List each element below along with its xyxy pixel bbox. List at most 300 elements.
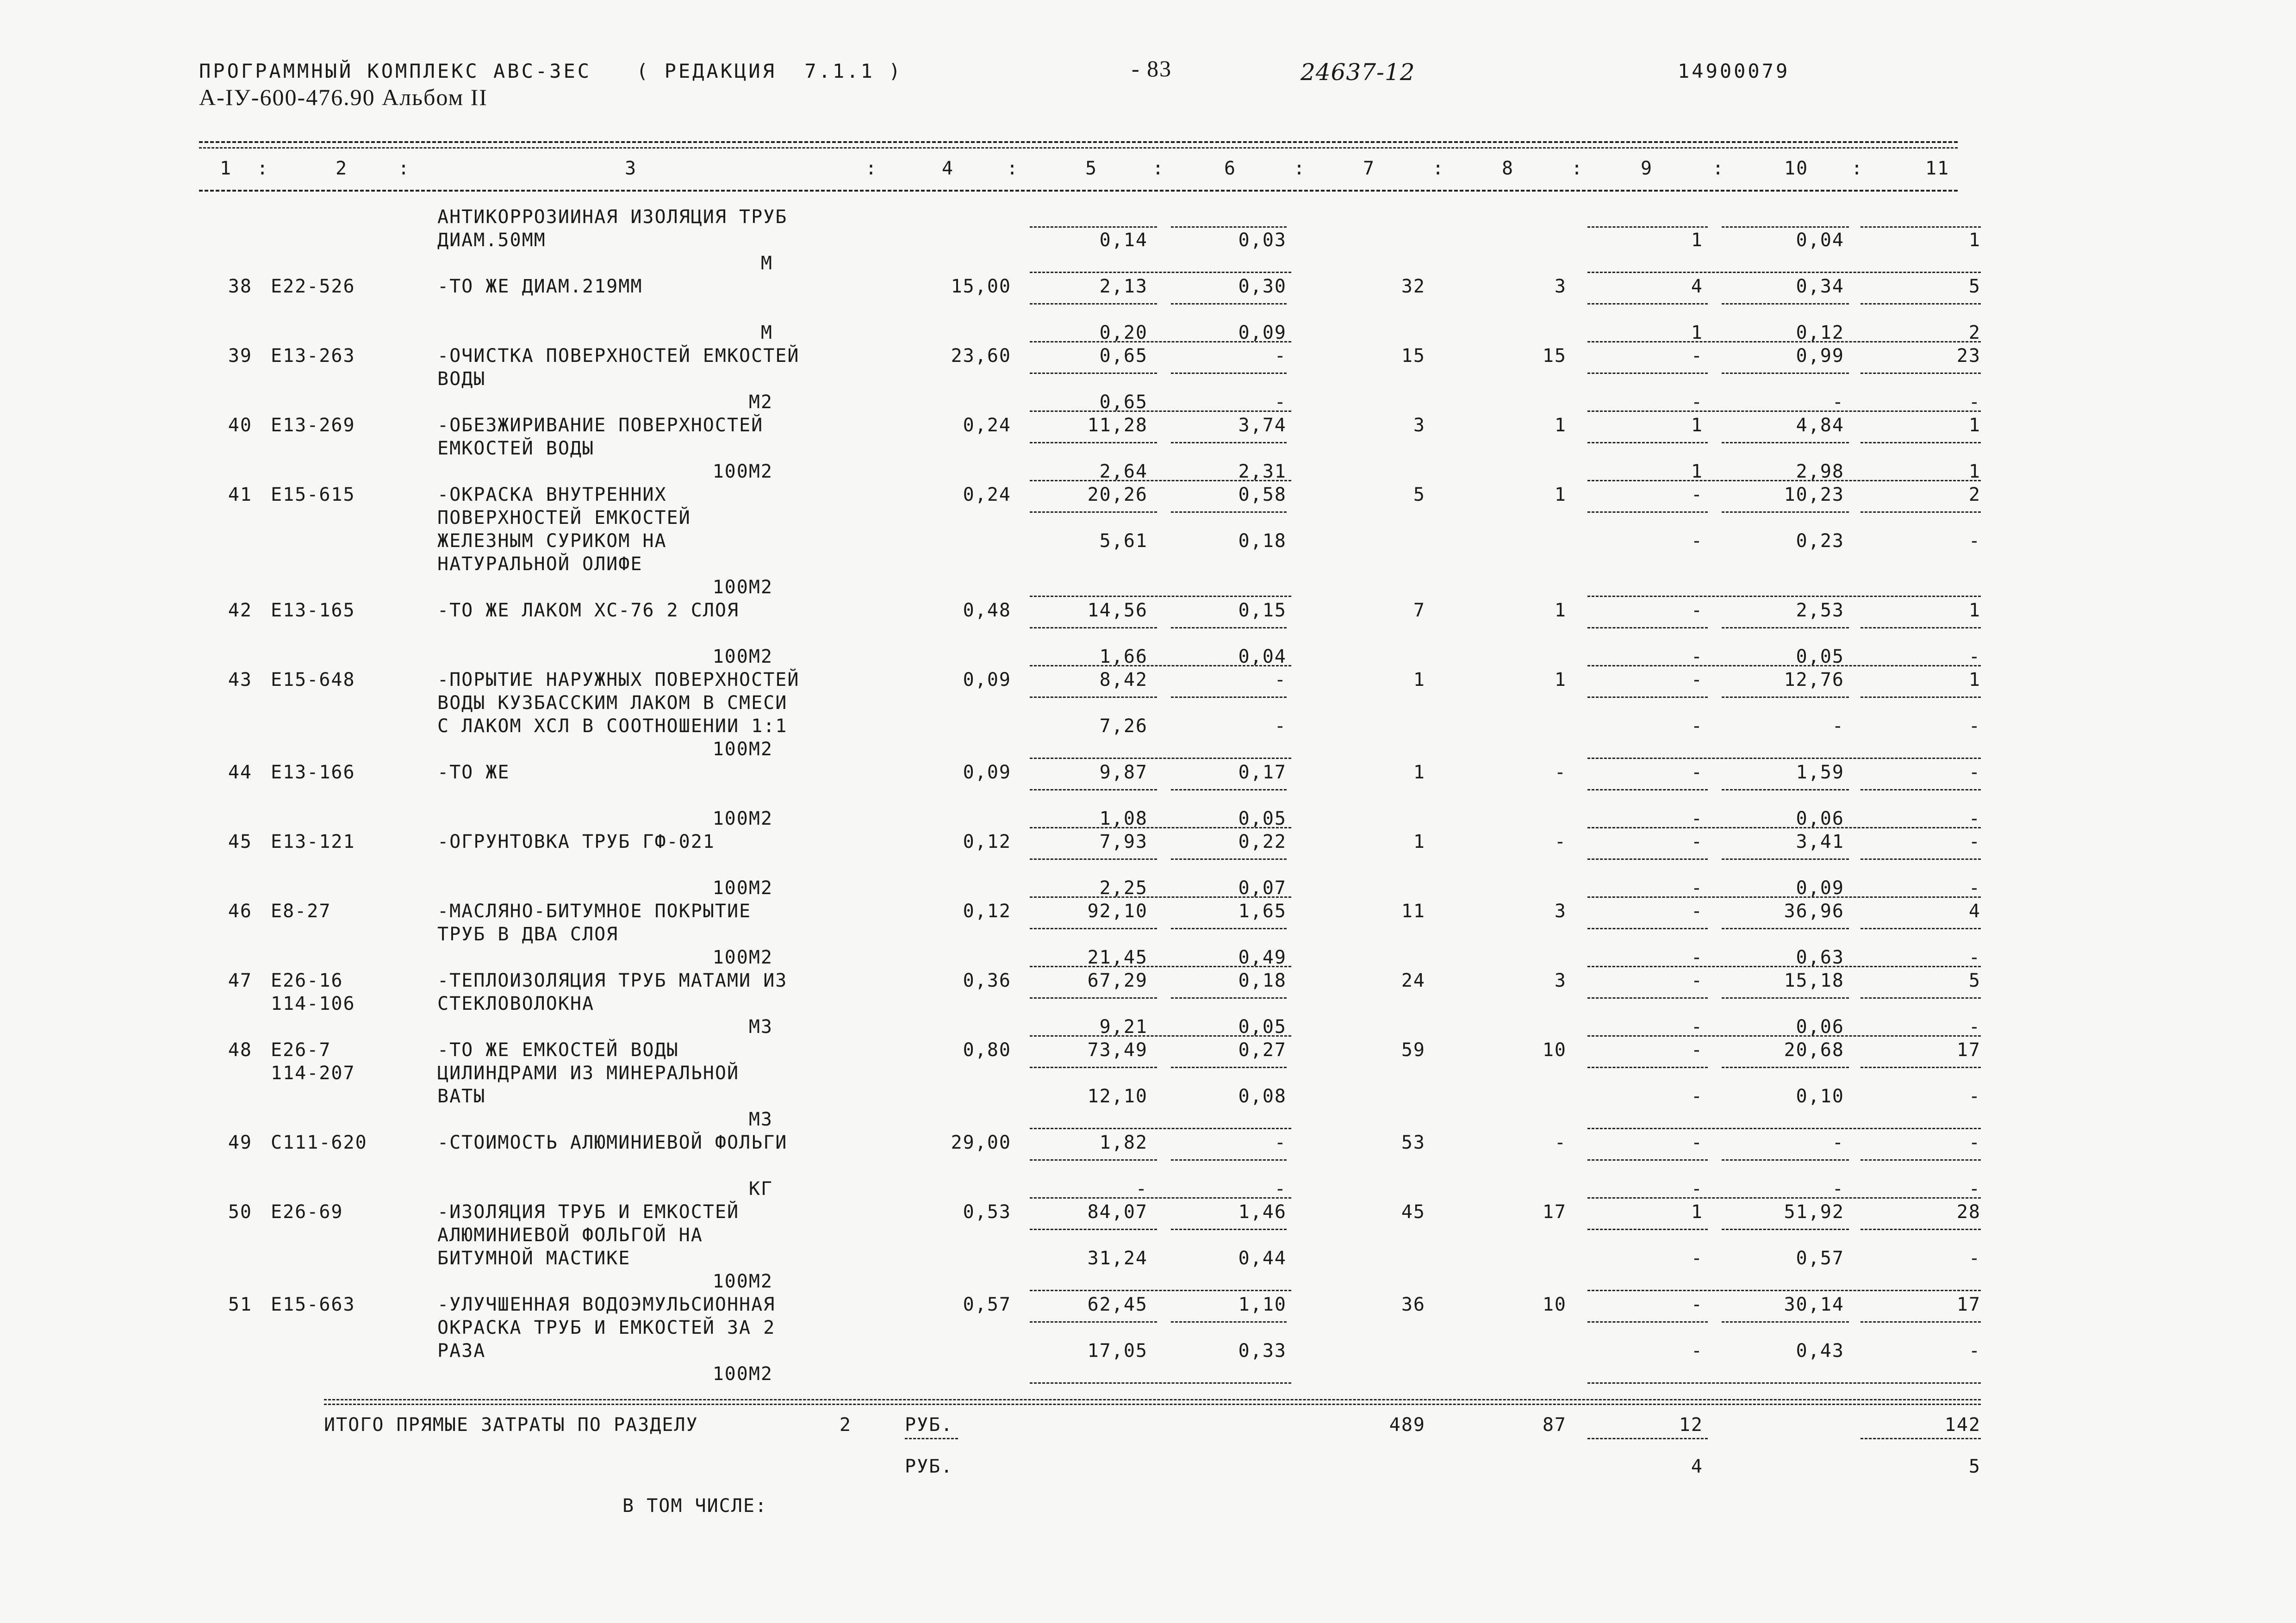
value-underline [1030, 789, 1157, 790]
cell-col6-wages: 0,05 [1238, 1016, 1287, 1038]
value-underline [1587, 627, 1708, 628]
value-underline [1860, 627, 1981, 628]
row-description: ДИАМ.50ММ [437, 230, 546, 251]
cell-col11-total: - [1968, 762, 1981, 783]
cell-col10-wages: 0,06 [1796, 808, 1844, 829]
cell-col9-wages: - [1691, 1086, 1703, 1107]
row-number: 44 [228, 762, 252, 783]
cell-col9-total: - [1691, 600, 1703, 621]
cell-col5-total: 20,26 [1087, 484, 1148, 505]
value-underline [1171, 789, 1287, 790]
cell-col10-wages: - [1832, 715, 1844, 737]
value-underline [1722, 789, 1849, 790]
cell-col6-wages: 0,05 [1238, 808, 1287, 829]
cell-col7: 45 [1401, 1201, 1425, 1223]
cell-col5-total: 8,42 [1099, 669, 1148, 690]
row-unit: М3 [748, 1016, 773, 1038]
value-underline [1171, 1321, 1287, 1323]
value-underline [1030, 373, 1157, 374]
value-underline [1860, 226, 1981, 228]
row-quantity: 0,12 [963, 831, 1011, 852]
row-separator [1587, 827, 1981, 828]
cell-col11-total: 23 [1956, 345, 1981, 367]
value-underline [1722, 997, 1849, 999]
row-quantity: 0,36 [963, 970, 1011, 991]
value-underline [1722, 928, 1849, 929]
page-number: - 83 [1132, 56, 1172, 81]
column-header-cell: 10 [1784, 158, 1809, 179]
cell-col9-total: - [1691, 831, 1703, 852]
cell-col10-wages: 0,10 [1796, 1086, 1844, 1107]
cell-col6-wages: 0,33 [1238, 1340, 1287, 1362]
cell-col10-total: 10,23 [1784, 484, 1844, 505]
cell-col5-wages: - [1135, 1178, 1148, 1200]
column-separator: : [1712, 158, 1725, 179]
value-underline [1860, 1321, 1981, 1323]
cell-col9-total: - [1691, 901, 1703, 922]
cell-col8: 1 [1554, 600, 1567, 621]
row-separator [1030, 272, 1291, 273]
cell-col5-wages: 0,65 [1099, 392, 1148, 413]
row-separator [1030, 1382, 1291, 1384]
row-number: 45 [228, 831, 252, 852]
value-underline [1722, 1067, 1849, 1068]
row-separator [1587, 1035, 1981, 1037]
cell-col6-wages: 0,09 [1238, 322, 1287, 343]
row-separator [1587, 341, 1981, 342]
cell-col11-total: 1 [1968, 600, 1981, 621]
cell-col10-wages: - [1832, 1178, 1844, 1200]
value-underline [1030, 928, 1157, 929]
cell-col11-wages: 2 [1968, 322, 1981, 343]
row-number: 47 [228, 970, 252, 991]
column-header-cell: 3 [625, 158, 637, 179]
row-separator [1587, 758, 1981, 759]
cell-col10-wages: - [1832, 392, 1844, 413]
value-underline [1860, 789, 1981, 790]
column-separator: : [257, 158, 269, 179]
value-underline [1587, 373, 1708, 374]
totals-label: ИТОГО ПРЯМЫЕ ЗАТРАТЫ ПО РАЗДЕЛУ [324, 1414, 698, 1436]
cell-col10-total: 30,14 [1784, 1294, 1844, 1315]
value-underline [1860, 997, 1981, 999]
row-quantity: 0,09 [963, 669, 1011, 690]
cell-col5-wages: 7,26 [1099, 715, 1148, 737]
row-quantity: 0,48 [963, 600, 1011, 621]
value-underline [1587, 997, 1708, 999]
column-header-cell: 2 [336, 158, 348, 179]
document-number: 14900079 [1678, 60, 1790, 82]
row-description: -ОКРАСКА ВНУТРЕННИХ [437, 484, 667, 505]
cell-col5-total: 1,82 [1099, 1132, 1148, 1153]
row-number: 51 [228, 1294, 252, 1315]
cell-col7: 53 [1401, 1132, 1425, 1153]
cell-col6-total: 3,74 [1238, 415, 1287, 436]
cell-col5-wages: 1,66 [1099, 646, 1148, 667]
cell-col8: 1 [1554, 669, 1567, 690]
column-separator: : [1294, 158, 1306, 179]
cell-col10-total: 12,76 [1784, 669, 1844, 690]
value-underline [1722, 627, 1849, 628]
row-description: -ТО ЖЕ [437, 762, 510, 783]
row-code-secondary: 114-106 [271, 993, 355, 1014]
cell-col10-total: 4,84 [1796, 415, 1844, 436]
value-underline [1030, 1321, 1157, 1323]
row-unit: 100М2 [712, 1271, 773, 1292]
cell-col7: 59 [1401, 1039, 1425, 1061]
value-underline [1030, 303, 1157, 305]
cell-col10-total: 20,68 [1784, 1039, 1844, 1061]
column-separator: : [1007, 158, 1019, 179]
cell-col9-wages: 1 [1691, 461, 1703, 482]
cell-col10-wages: 0,63 [1796, 947, 1844, 968]
totals-col8: 87 [1542, 1414, 1567, 1436]
totals-underline [1587, 1438, 1708, 1439]
row-description: ОКРАСКА ТРУБ И ЕМКОСТЕЙ ЗА 2 [437, 1317, 776, 1338]
program-title: ПРОГРАММНЫЙ КОМПЛЕКС АВС-3ЕС [199, 60, 592, 82]
cell-col11-wages: - [1968, 1086, 1981, 1107]
cell-col8: 10 [1542, 1294, 1567, 1315]
value-underline [1030, 1159, 1157, 1161]
row-description: -ТО ЖЕ ДИАМ.219ММ [437, 276, 643, 297]
row-quantity: 0,12 [963, 901, 1011, 922]
totals-col9-wages: 4 [1691, 1456, 1703, 1477]
column-separator: : [1152, 158, 1165, 179]
header-rule-top-2 [199, 147, 1958, 149]
cell-col9-total: - [1691, 1294, 1703, 1315]
value-underline [1860, 303, 1981, 305]
row-number: 38 [228, 276, 252, 297]
row-unit: КГ [748, 1178, 773, 1200]
row-code: Е15-615 [271, 484, 355, 505]
row-code: Е13-263 [271, 345, 355, 367]
cell-col8: - [1554, 831, 1567, 852]
cell-col10-wages: 0,05 [1796, 646, 1844, 667]
cell-col10-total: - [1832, 1132, 1844, 1153]
totals-col11-wages: 5 [1968, 1456, 1981, 1477]
cell-col6-wages: 0,08 [1238, 1086, 1287, 1107]
row-description: С ЛАКОМ ХСЛ В СООТНОШЕНИИ 1:1 [437, 715, 788, 737]
row-separator [1030, 1035, 1291, 1037]
header-rule-top [199, 141, 1958, 143]
cell-col8: 17 [1542, 1201, 1567, 1223]
cell-col11-total: 17 [1956, 1039, 1981, 1061]
cell-col5-wages: 21,45 [1087, 947, 1148, 968]
cell-col11-wages: 1 [1968, 461, 1981, 482]
row-quantity: 0,24 [963, 484, 1011, 505]
value-underline [1030, 858, 1157, 860]
row-number: 40 [228, 415, 252, 436]
value-underline [1722, 696, 1849, 698]
column-separator: : [1851, 158, 1864, 179]
row-quantity: 0,09 [963, 762, 1011, 783]
row-code: Е13-166 [271, 762, 355, 783]
cell-col9-wages: 1 [1691, 230, 1703, 251]
cell-col5-total: 11,28 [1087, 415, 1148, 436]
value-underline [1587, 511, 1708, 513]
value-underline [1587, 1159, 1708, 1161]
row-separator [1030, 896, 1291, 898]
cell-col7: 36 [1401, 1294, 1425, 1315]
row-description: -ТО ЖЕ ЛАКОМ ХС-76 2 СЛОЯ [437, 600, 740, 621]
value-underline [1587, 442, 1708, 443]
cell-col5-total: 9,87 [1099, 762, 1148, 783]
cell-col11-total: 1 [1968, 669, 1981, 690]
column-header-cell: 11 [1925, 158, 1950, 179]
cell-col6-total: 0,22 [1238, 831, 1287, 852]
cell-col5-total: 84,07 [1087, 1201, 1148, 1223]
cell-col10-wages: 0,04 [1796, 230, 1844, 251]
row-description: -ОЧИСТКА ПОВЕРХНОСТЕЙ ЕМКОСТЕЙ [437, 345, 800, 367]
value-underline [1171, 858, 1287, 860]
value-underline [1860, 1067, 1981, 1068]
row-separator [1030, 1128, 1291, 1129]
row-unit: М [760, 322, 773, 343]
value-underline [1722, 1159, 1849, 1161]
row-description: ЕМКОСТЕЙ ВОДЫ [437, 438, 595, 459]
row-number: 50 [228, 1201, 252, 1223]
cell-col11-wages: - [1968, 715, 1981, 737]
cell-col6-total: 1,65 [1238, 901, 1287, 922]
row-separator [1030, 966, 1291, 967]
value-underline [1030, 511, 1157, 513]
value-underline [1860, 442, 1981, 443]
cell-col6-wages: 0,49 [1238, 947, 1287, 968]
cell-col5-total: 14,56 [1087, 600, 1148, 621]
cell-col9-wages: - [1691, 392, 1703, 413]
totals-section: 2 [839, 1414, 852, 1436]
row-number: 49 [228, 1132, 252, 1153]
cell-col5-total: 92,10 [1087, 901, 1148, 922]
row-separator [1030, 410, 1291, 412]
value-underline [1587, 1229, 1708, 1230]
row-unit: 100М2 [712, 461, 773, 482]
cell-col10-wages: 0,09 [1796, 877, 1844, 899]
cell-col10-wages: 2,98 [1796, 461, 1844, 482]
value-underline [1722, 511, 1849, 513]
value-underline [1030, 442, 1157, 443]
value-underline [1171, 928, 1287, 929]
row-code: С111-620 [271, 1132, 367, 1153]
cell-col6-total: 0,17 [1238, 762, 1287, 783]
value-underline [1860, 1159, 1981, 1161]
value-underline [1171, 373, 1287, 374]
row-description: ВОДЫ [437, 368, 486, 390]
cell-col7: 11 [1401, 901, 1425, 922]
value-underline [1587, 1067, 1708, 1068]
column-header-cell: 8 [1502, 158, 1514, 179]
in-that-number-label: В ТОМ ЧИСЛЕ: [622, 1495, 767, 1517]
row-description: -ОБЕЗЖИРИВАНИЕ ПОВЕРХНОСТЕЙ [437, 415, 764, 436]
cell-col11-total: - [1968, 831, 1981, 852]
row-number: 39 [228, 345, 252, 367]
cell-col5-wages: 5,61 [1099, 530, 1148, 552]
row-separator [1587, 272, 1981, 273]
cell-col11-wages: - [1968, 646, 1981, 667]
cell-col7: 1 [1413, 669, 1425, 690]
totals-currency: РУБ. [905, 1414, 953, 1436]
cell-col11-total: 5 [1968, 970, 1981, 991]
row-code: Е15-663 [271, 1294, 355, 1315]
value-underline [1171, 226, 1287, 228]
cell-col7: 15 [1401, 345, 1425, 367]
row-description: -ПОРЫТИЕ НАРУЖНЫХ ПОВЕРХНОСТЕЙ [437, 669, 800, 690]
row-separator [1587, 966, 1981, 967]
cell-col10-wages: 0,57 [1796, 1248, 1844, 1269]
cell-col6-wages: - [1274, 1178, 1287, 1200]
cell-col6-wages: 0,07 [1238, 877, 1287, 899]
cell-col11-wages: - [1968, 530, 1981, 552]
totals-underline [1860, 1438, 1981, 1439]
row-code: Е13-165 [271, 600, 355, 621]
cell-col9-total: - [1691, 345, 1703, 367]
value-underline [1722, 373, 1849, 374]
cell-col6-total: 0,18 [1238, 970, 1287, 991]
row-separator [1587, 1382, 1981, 1384]
value-underline [1587, 1321, 1708, 1323]
column-header-cell: 5 [1085, 158, 1098, 179]
row-separator [1030, 758, 1291, 759]
cell-col8: 10 [1542, 1039, 1567, 1061]
row-separator [1030, 665, 1291, 666]
cell-col6-wages: 2,31 [1238, 461, 1287, 482]
cell-col7: 1 [1413, 762, 1425, 783]
row-description: ТРУБ В ДВА СЛОЯ [437, 924, 619, 945]
cell-col5-total: 73,49 [1087, 1039, 1148, 1061]
totals-underline [905, 1438, 958, 1439]
totals-currency-2: РУБ. [905, 1456, 953, 1477]
cell-col10-wages: 0,43 [1796, 1340, 1844, 1362]
cell-col5-total: 7,93 [1099, 831, 1148, 852]
cell-col6-wages: - [1274, 715, 1287, 737]
value-underline [1030, 1229, 1157, 1230]
row-code: Е13-269 [271, 415, 355, 436]
cell-col9-total: 4 [1691, 276, 1703, 297]
cell-col9-wages: - [1691, 1016, 1703, 1038]
value-underline [1030, 997, 1157, 999]
cell-col5-wages: 0,14 [1099, 230, 1148, 251]
totals-col7: 489 [1389, 1414, 1425, 1436]
cell-col5-wages: 2,25 [1099, 877, 1148, 899]
cell-col11-wages: - [1968, 808, 1981, 829]
row-separator [1587, 480, 1981, 481]
row-description: ЦИЛИНДРАМИ ИЗ МИНЕРАЛЬНОЙ [437, 1063, 740, 1084]
totals-col11: 142 [1944, 1414, 1981, 1436]
cell-col8: 15 [1542, 345, 1567, 367]
row-description: СТЕКЛОВОЛОКНА [437, 993, 595, 1014]
cell-col6-total: 0,27 [1238, 1039, 1287, 1061]
cell-col9-wages: - [1691, 947, 1703, 968]
row-unit: 100М2 [712, 877, 773, 899]
cell-col11-wages: - [1968, 1016, 1981, 1038]
cell-col11-wages: - [1968, 1340, 1981, 1362]
cell-col10-total: 0,34 [1796, 276, 1844, 297]
cell-col11-wages: - [1968, 877, 1981, 899]
cell-col8: 3 [1554, 901, 1567, 922]
cell-col5-wages: 0,20 [1099, 322, 1148, 343]
cell-col11-total: 4 [1968, 901, 1981, 922]
cell-col6-wages: 0,04 [1238, 646, 1287, 667]
value-underline [1722, 1321, 1849, 1323]
cell-col9-wages: - [1691, 715, 1703, 737]
value-underline [1860, 373, 1981, 374]
row-quantity: 23,60 [951, 345, 1011, 367]
row-number: 41 [228, 484, 252, 505]
value-underline [1171, 997, 1287, 999]
cell-col6-total: 0,15 [1238, 600, 1287, 621]
cell-col11-total: 28 [1956, 1201, 1981, 1223]
value-underline [1860, 928, 1981, 929]
cell-col10-total: 0,99 [1796, 345, 1844, 367]
column-header-cell: 7 [1363, 158, 1375, 179]
cell-col7: 1 [1413, 831, 1425, 852]
cell-col8: 1 [1554, 415, 1567, 436]
cell-col9-total: 1 [1691, 1201, 1703, 1223]
value-underline [1860, 696, 1981, 698]
cell-col9-wages: - [1691, 1248, 1703, 1269]
row-description: НАТУРАЛЬНОЙ ОЛИФЕ [437, 553, 643, 575]
value-underline [1030, 627, 1157, 628]
cell-col6-total: 1,46 [1238, 1201, 1287, 1223]
cell-col8: 3 [1554, 276, 1567, 297]
cell-col9-wages: - [1691, 1340, 1703, 1362]
value-underline [1860, 1229, 1981, 1230]
row-number: 42 [228, 600, 252, 621]
album-title: А-IУ-600-476.90 Альбом II [199, 84, 488, 110]
column-header-cell: 1 [220, 158, 232, 179]
value-underline [1171, 627, 1287, 628]
cell-col9-wages: - [1691, 530, 1703, 552]
cell-col8: - [1554, 1132, 1567, 1153]
value-underline [1587, 928, 1708, 929]
cell-col11-wages: - [1968, 1178, 1981, 1200]
row-separator [1030, 480, 1291, 481]
cell-col11-wages: - [1968, 1248, 1981, 1269]
cell-col9-total: - [1691, 669, 1703, 690]
row-separator [1587, 596, 1981, 597]
column-header-cell: 9 [1641, 158, 1653, 179]
row-code: Е26-69 [271, 1201, 343, 1223]
row-description: АЛЮМИНИЕВОЙ ФОЛЬГОЙ НА [437, 1225, 703, 1246]
cell-col6-wages: 0,44 [1238, 1248, 1287, 1269]
value-underline [1860, 858, 1981, 860]
column-separator: : [398, 158, 411, 179]
cell-col10-total: 15,18 [1784, 970, 1844, 991]
row-unit: 100М2 [712, 646, 773, 667]
cell-col11-total: 5 [1968, 276, 1981, 297]
row-separator [1587, 1290, 1981, 1291]
cell-col6-total: 0,30 [1238, 276, 1287, 297]
row-quantity: 0,53 [963, 1201, 1011, 1223]
cell-col10-total: 3,41 [1796, 831, 1844, 852]
row-description: РАЗА [437, 1340, 486, 1362]
totals-rule [324, 1399, 1981, 1400]
row-separator [1030, 596, 1291, 597]
row-description: -ТЕПЛОИЗОЛЯЦИЯ ТРУБ МАТАМИ ИЗ [437, 970, 788, 991]
column-header-cell: 6 [1224, 158, 1237, 179]
value-underline [1171, 511, 1287, 513]
value-underline [1030, 696, 1157, 698]
row-unit: 100М2 [712, 577, 773, 598]
cell-col5-wages: 12,10 [1087, 1086, 1148, 1107]
value-underline [1587, 303, 1708, 305]
row-code: Е22-526 [271, 276, 355, 297]
row-quantity: 29,00 [951, 1132, 1011, 1153]
row-description: ВАТЫ [437, 1086, 486, 1107]
column-separator: : [1571, 158, 1584, 179]
cell-col6-wages: - [1274, 392, 1287, 413]
row-code-secondary: 114-207 [271, 1063, 355, 1084]
